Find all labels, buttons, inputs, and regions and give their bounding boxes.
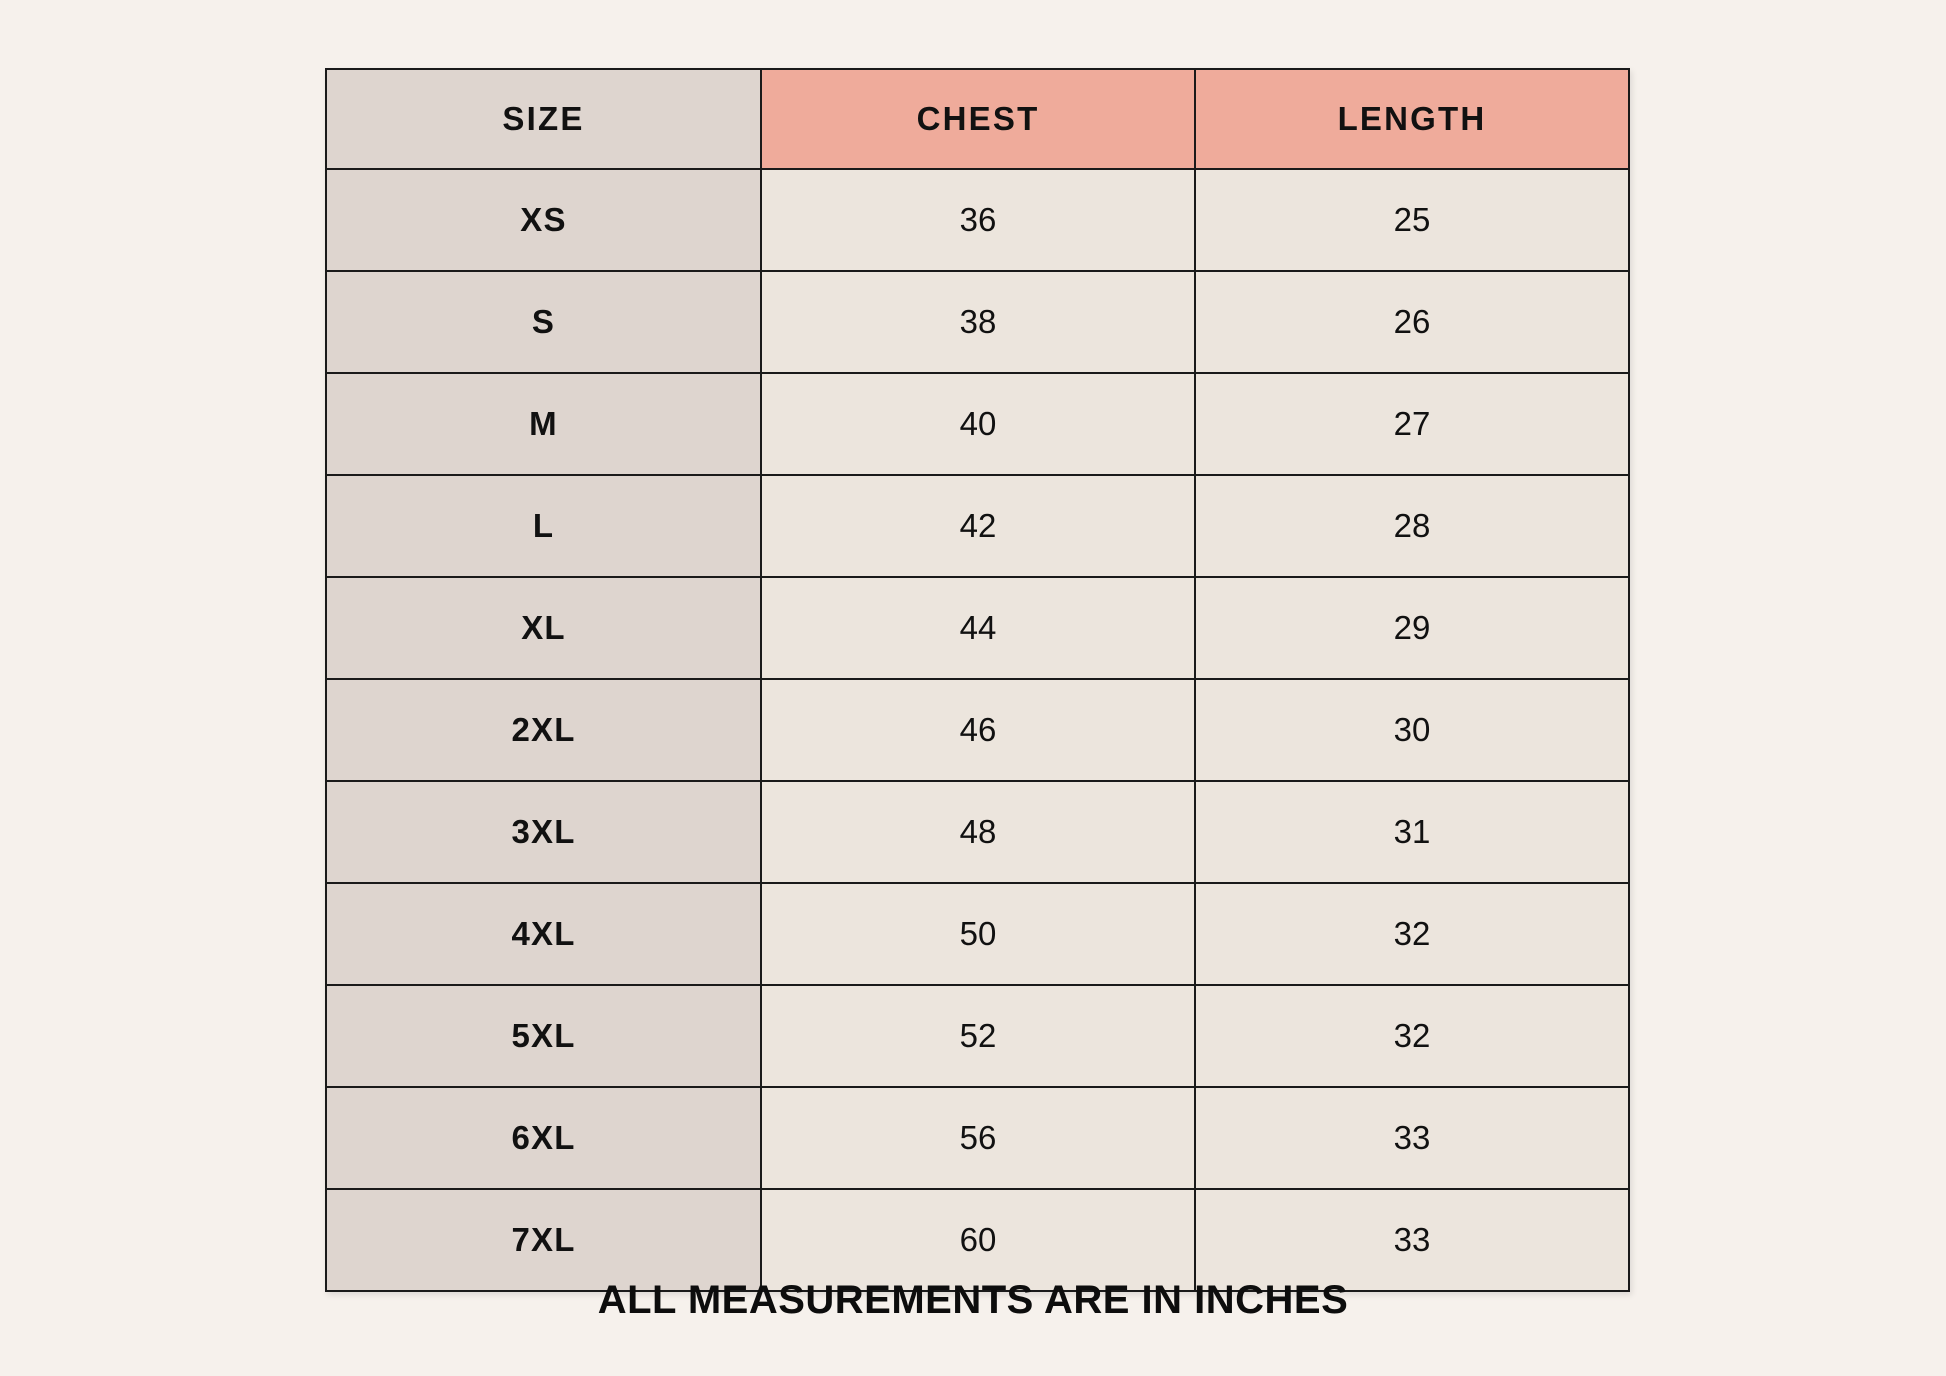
cell-length: 26 [1195,271,1629,373]
cell-length: 28 [1195,475,1629,577]
table-row [326,781,1629,883]
cell-length: 30 [1195,679,1629,781]
cell-length: 32 [1195,985,1629,1087]
cell-chest: 52 [761,985,1195,1087]
table-body [326,169,1629,1291]
table-row [326,1087,1629,1189]
table-row [326,679,1629,781]
measurements-note: ALL MEASUREMENTS ARE IN INCHES [597,1278,1349,1322]
cell-length: 32 [1195,883,1629,985]
table-row [326,169,1629,271]
size-chart-table-container [325,68,1628,1292]
table-row [326,577,1629,679]
cell-chest: 38 [761,271,1195,373]
cell-chest: 40 [761,373,1195,475]
cell-length: 25 [1195,169,1629,271]
cell-size: 7XL [326,1189,761,1291]
cell-chest: 44 [761,577,1195,679]
cell-size: 2XL [326,679,761,781]
column-header-size: SIZE [326,69,761,169]
table-header-row [326,69,1629,169]
cell-size: XS [326,169,761,271]
cell-chest: 42 [761,475,1195,577]
cell-length: 33 [1195,1189,1629,1291]
size-chart-table [325,68,1630,1292]
cell-length: 33 [1195,1087,1629,1189]
cell-length: 27 [1195,373,1629,475]
cell-chest: 50 [761,883,1195,985]
table-row [326,475,1629,577]
cell-chest: 48 [761,781,1195,883]
cell-size: XL [326,577,761,679]
table-row [326,271,1629,373]
cell-chest: 60 [761,1189,1195,1291]
table-row [326,985,1629,1087]
cell-size: L [326,475,761,577]
cell-chest: 46 [761,679,1195,781]
table-row [326,373,1629,475]
cell-length: 31 [1195,781,1629,883]
cell-size: M [326,373,761,475]
table-row [326,883,1629,985]
cell-size: S [326,271,761,373]
table-header [326,69,1629,169]
table-row [326,1189,1629,1291]
cell-size: 3XL [326,781,761,883]
cell-size: 4XL [326,883,761,985]
cell-chest: 36 [761,169,1195,271]
column-header-chest: CHEST [761,69,1195,169]
cell-chest: 56 [761,1087,1195,1189]
column-header-length: LENGTH [1195,69,1629,169]
cell-length: 29 [1195,577,1629,679]
cell-size: 6XL [326,1087,761,1189]
cell-size: 5XL [326,985,761,1087]
